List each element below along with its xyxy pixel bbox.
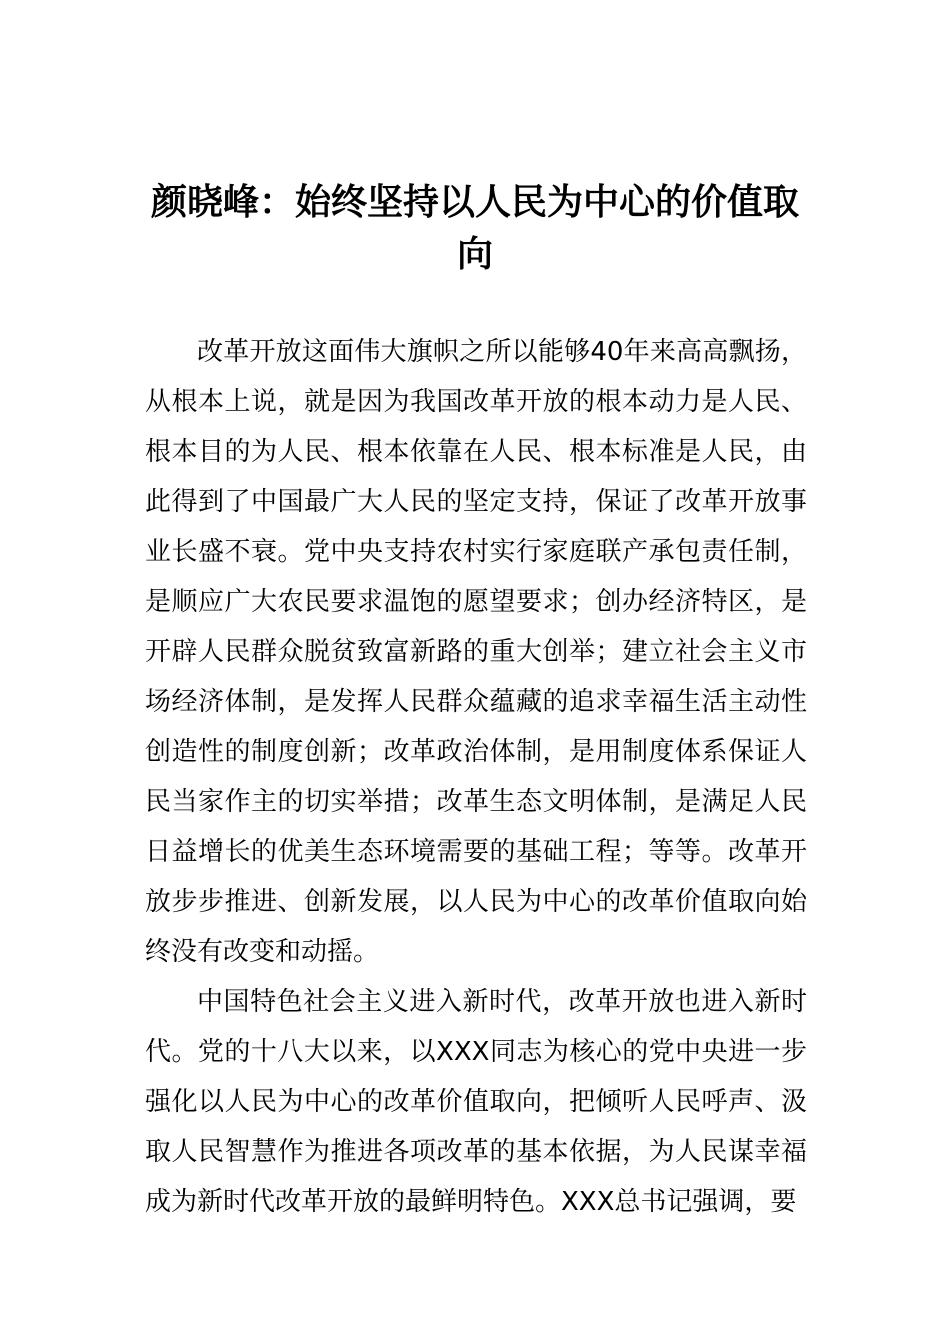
document-body: [145, 327, 807, 1227]
paragraph: 中国特色社会主义进入新时代，改革开放也进入新时代。党的十八大以来，以XXX同志为核心的党中央进一步强化以人民为中心的改革价值取向，把倾听人民呼声、汲取人民智慧作为推进各项改革的基本依据，为人民谋幸福成为新时代改革开放的最鲜明特色。XXX总书记强调，要: [145, 987, 807, 1217]
paragraph: 改革开放这面伟大旗帜之所以能够40年来高高飘扬，从根本上说，就是因为我国改革开放的根本动力是人民、根本目的为人民、根本依靠在人民、根本标准是人民，由此得到了中国最广大人民的坚定支持，保证了改革开放事业长盛不衰。党中央支持农村实行家庭联产承包责任制，是顺应广大农民要求温饱的愿望要求；创办经济特区，是开辟人民群众脱贫致富新路的重大创举；建立社会主义市场经济体制，是发挥人民群众蕴藏的追求幸福生活主动性创造性的制度创新；改革政治体制，是用制度体系保证人民当家作主的切实举措；改革生态文明体制，是满足人民日益增长的优美生态环境需要的基础工程；等等。改革开放步步推进、创新发展，以人民为中心的改革价值取向始终没有改变和动摇。: [145, 337, 807, 967]
document-title: 颜晓峰：始终坚持以人民为中心的价值取向: [150, 182, 799, 275]
